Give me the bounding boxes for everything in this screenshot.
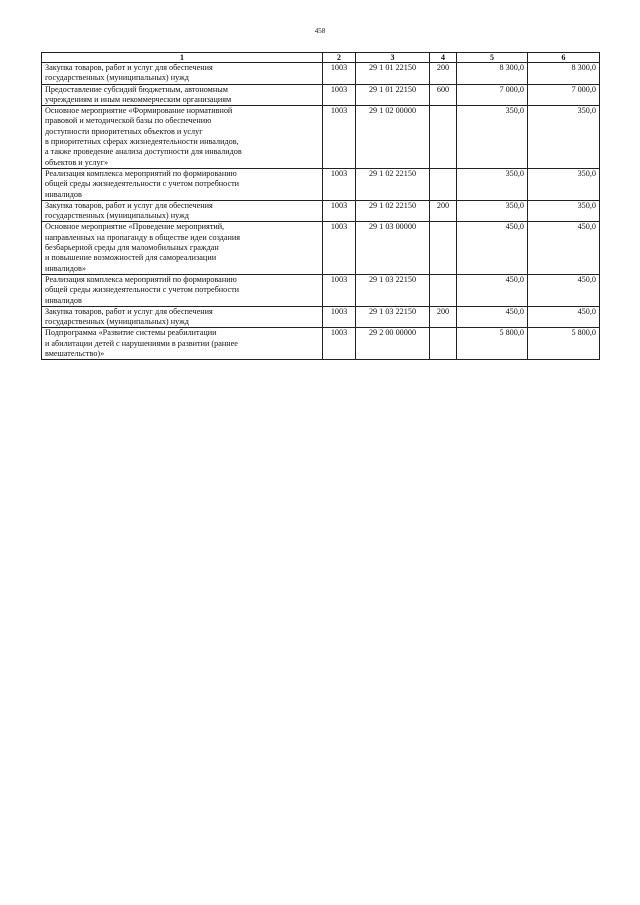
row-expense-type [430,274,457,306]
header-col-5: 5 [457,53,528,63]
row-name-line: Реализация комплекса мероприятий по формированию [45,168,237,178]
row-name [42,328,323,360]
row-program-code: 29 1 03 00000 [356,222,430,274]
row-expense-type: 200 [430,200,457,222]
row-program-code: 29 1 02 22150 [356,200,430,222]
row-code: 1003 [323,106,356,169]
row-code: 1003 [323,200,356,222]
row-name [42,274,323,306]
row-name-line: безбарьерной среды для маломобильных граждан [45,243,219,253]
table-row [42,84,600,106]
table-row [42,274,600,306]
row-value-col5: 450,0 [457,222,528,274]
row-expense-type [430,168,457,200]
row-name [42,106,323,169]
row-value-col6: 8 300,0 [528,63,600,85]
row-name-line: Основное мероприятие «Проведение мероприятий, [45,222,225,232]
row-program-code: 29 1 01 22150 [356,63,430,85]
row-name-line: Подпрограмма «Развитие системы реабилитации [45,328,217,338]
row-value-col5: 5 800,0 [457,328,528,360]
row-name [42,168,323,200]
row-name [42,200,323,222]
row-code: 1003 [323,328,356,360]
table-row [42,106,600,169]
row-value-col5: 7 000,0 [457,84,528,106]
row-name-line: государственных (муниципальных) нужд [45,73,189,83]
row-name-line: общей среды жизнедеятельности с учетом потребности [45,285,240,295]
row-program-code: 29 2 00 00000 [356,328,430,360]
row-value-col5: 350,0 [457,200,528,222]
row-name-line: учреждениям и иным некоммерческим организациям [45,94,232,104]
row-name-line: и абилитации детей с нарушениями в развитии (раннее [45,338,238,348]
table-row [42,222,600,274]
row-program-code: 29 1 02 00000 [356,106,430,169]
row-value-col6: 450,0 [528,306,600,328]
row-name-line: Закупка товаров, работ и услуг для обеспечения [45,200,213,210]
page-number: 458 [314,27,326,35]
row-name-line: инвалидов» [45,263,86,273]
row-expense-type [430,222,457,274]
header-col-2: 2 [323,53,356,63]
row-name [42,63,323,85]
table-body [42,63,600,360]
row-value-col6: 450,0 [528,274,600,306]
row-value-col5: 8 300,0 [457,63,528,85]
row-name [42,84,323,106]
row-name-line: а также проведение анализа доступности для инвалидов [45,147,242,157]
table-row [42,306,600,328]
row-value-col6: 350,0 [528,168,600,200]
row-code: 1003 [323,222,356,274]
row-value-col6: 450,0 [528,222,600,274]
row-value-col5: 350,0 [457,106,528,169]
row-value-col5: 450,0 [457,274,528,306]
row-expense-type: 600 [430,84,457,106]
row-value-col6: 7 000,0 [528,84,600,106]
header-col-4: 4 [430,53,457,63]
row-name-line: направленных на пропаганду в обществе идеи создания [45,232,241,242]
row-program-code: 29 1 02 22150 [356,168,430,200]
row-name-line: Закупка товаров, работ и услуг для обеспечения [45,63,213,72]
header-row [42,53,600,63]
row-expense-type: 200 [430,306,457,328]
row-program-code: 29 1 03 22150 [356,306,430,328]
row-name-line: доступности приоритетных объектов и услуг [45,126,203,136]
row-name-line: государственных (муниципальных) нужд [45,211,189,221]
row-name-line: объектов и услуг» [45,157,109,167]
table-row [42,168,600,200]
row-code: 1003 [323,274,356,306]
row-value-col5: 450,0 [457,306,528,328]
row-expense-type: 200 [430,63,457,85]
header-col-1: 1 [42,53,323,63]
budget-table [41,52,600,360]
row-name-line: в приоритетных сферах жизнедеятельности инвалидов, [45,137,239,147]
row-expense-type [430,106,457,169]
row-name [42,222,323,274]
table-row [42,63,600,85]
row-name-line: Предоставление субсидий бюджетным, автономным [45,84,228,94]
row-program-code: 29 1 01 22150 [356,84,430,106]
row-name-line: и повышение возможностей для самореализации [45,253,217,263]
row-name-line: правовой и методической базы по обеспечению [45,116,212,126]
header-col-3: 3 [356,53,430,63]
row-value-col5: 350,0 [457,168,528,200]
table-row [42,200,600,222]
row-name-line: Реализация комплекса мероприятий по формированию [45,274,237,284]
row-name-line: вмешательство)» [45,349,105,359]
table-header [42,53,600,63]
row-name-line: государственных (муниципальных) нужд [45,317,189,327]
row-name-line: Основное мероприятие «Формирование нормативной [45,106,233,116]
row-value-col6: 350,0 [528,106,600,169]
row-code: 1003 [323,63,356,85]
row-name [42,306,323,328]
row-code: 1003 [323,168,356,200]
header-col-6: 6 [528,53,600,63]
row-program-code: 29 1 03 22150 [356,274,430,306]
row-expense-type [430,328,457,360]
row-code: 1003 [323,306,356,328]
row-value-col6: 350,0 [528,200,600,222]
row-name-line: Закупка товаров, работ и услуг для обеспечения [45,306,213,316]
row-value-col6: 5 800,0 [528,328,600,360]
row-name-line: общей среды жизнедеятельности с учетом потребности [45,179,240,189]
row-name-line: инвалидов [45,189,82,199]
table-row [42,328,600,360]
row-name-line: инвалидов [45,295,82,305]
row-code: 1003 [323,84,356,106]
